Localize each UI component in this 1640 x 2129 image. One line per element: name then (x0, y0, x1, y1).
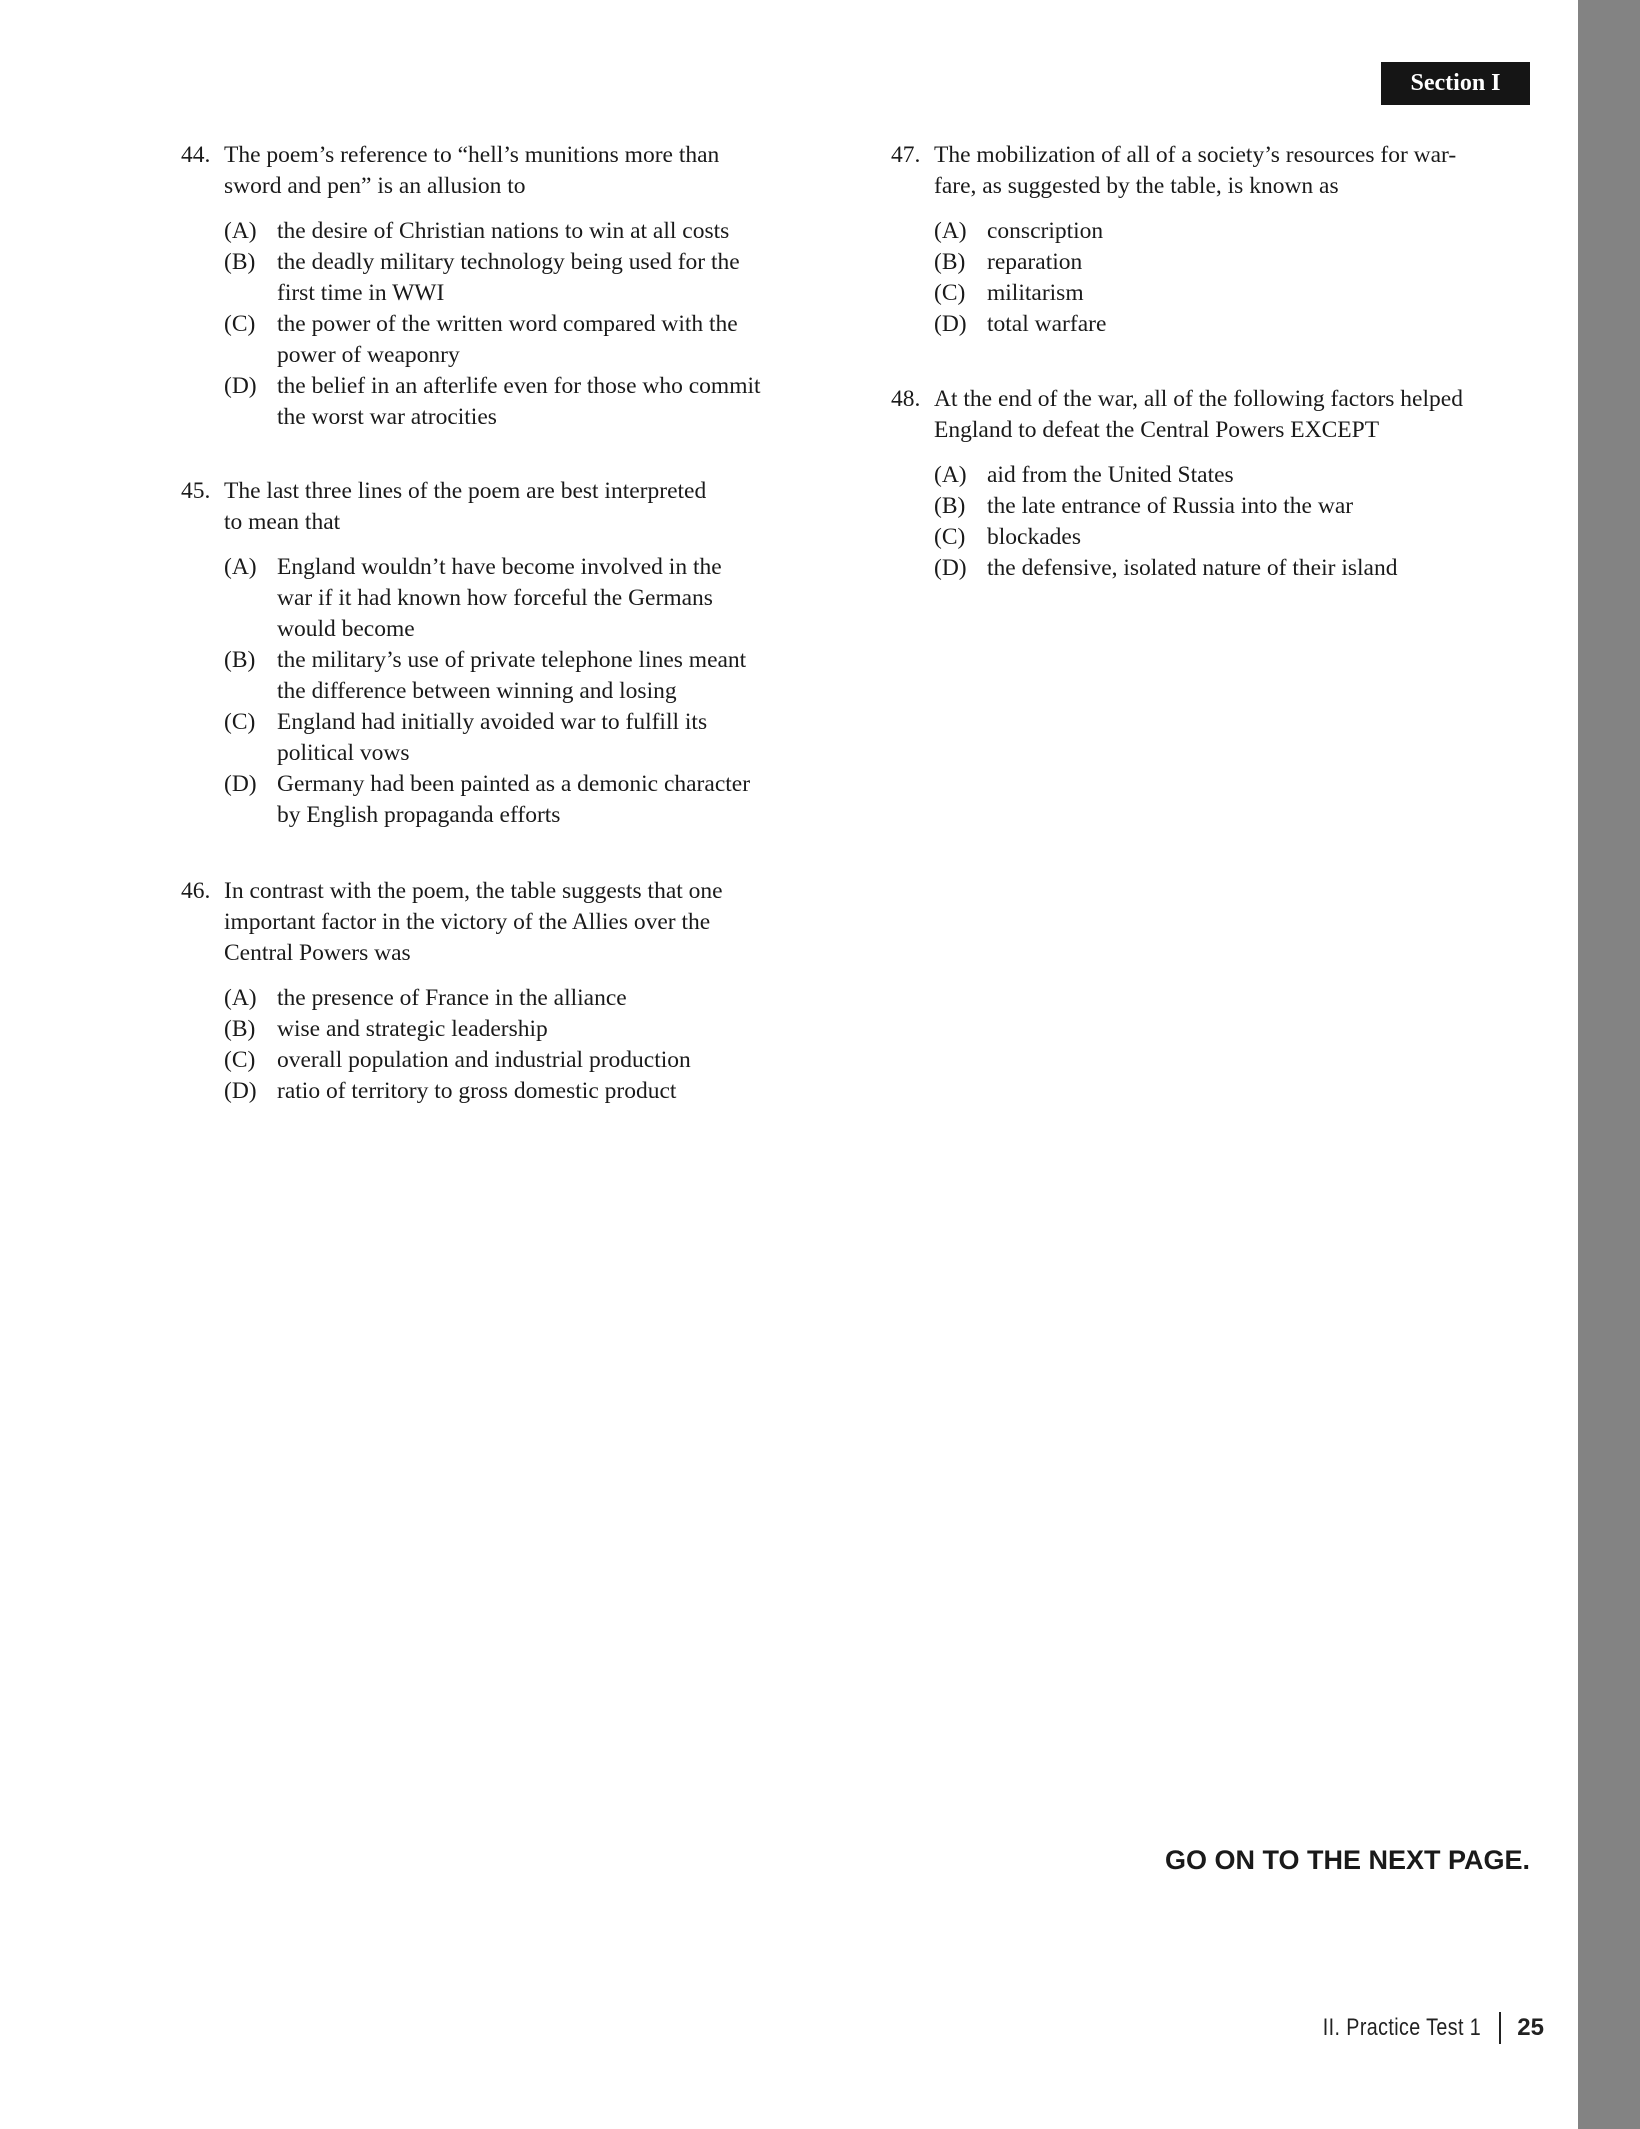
option-text: first time in WWI (277, 280, 445, 306)
option-text: ratio of territory to gross domestic product (277, 1078, 677, 1104)
option-letter: (A) (224, 554, 257, 580)
question-stem (891, 384, 1463, 446)
question-stem (891, 140, 1456, 202)
answer-option (224, 707, 750, 769)
option-text: wise and strategic leadership (277, 1016, 548, 1042)
option-letter: (C) (224, 709, 256, 735)
question (891, 140, 1456, 340)
stem-line: sword and pen” is an allusion to (224, 173, 526, 199)
stem-line: fare, as suggested by the table, is known as (934, 173, 1339, 199)
footer-divider (1499, 2012, 1501, 2044)
answer-option (934, 278, 1456, 309)
answer-option (224, 216, 761, 247)
option-letter: (D) (934, 555, 967, 581)
page-footer (1288, 2012, 1544, 2044)
answer-option (934, 460, 1463, 491)
answer-option (934, 247, 1456, 278)
go-on-next-page: GO ON TO THE NEXT PAGE. (1164, 1845, 1530, 1875)
page-edge-tab (1578, 0, 1640, 2129)
answer-option (224, 1076, 723, 1107)
stem-line: The poem’s reference to “hell’s munitions more than (224, 142, 720, 168)
stem-line: England to defeat the Central Powers EXCEPT (934, 417, 1380, 443)
option-text: the deadly military technology being used for the (277, 249, 740, 275)
question-number: 45. (181, 478, 211, 504)
option-letter: (D) (224, 771, 257, 797)
answer-option (224, 645, 750, 707)
answer-option (224, 1014, 723, 1045)
answer-option (224, 247, 761, 309)
option-letter: (B) (224, 249, 256, 275)
answer-option (224, 769, 750, 831)
answer-option (224, 309, 761, 371)
question (181, 476, 750, 831)
option-letter: (C) (224, 1047, 256, 1073)
question-stem (181, 476, 750, 538)
question (891, 384, 1463, 584)
option-text: conscription (987, 218, 1104, 244)
stem-line: In contrast with the poem, the table suggests that one (224, 878, 723, 904)
option-letter: (C) (934, 280, 966, 306)
option-text: by English propaganda efforts (277, 802, 561, 828)
answer-option (224, 983, 723, 1014)
option-letter: (D) (934, 311, 967, 337)
option-letter: (B) (934, 249, 966, 275)
option-text: the military’s use of private telephone lines meant (277, 647, 747, 673)
option-text: overall population and industrial production (277, 1047, 691, 1073)
option-text: the power of the written word compared with the (277, 311, 738, 337)
answer-options (181, 983, 723, 1107)
option-letter: (C) (934, 524, 966, 550)
option-text: the late entrance of Russia into the war (987, 493, 1354, 519)
chapter-label: II. Practice Test 1 (1322, 2014, 1482, 2041)
question-stem (181, 140, 761, 202)
option-letter: (A) (224, 218, 257, 244)
option-letter: (A) (224, 985, 257, 1011)
stem-line: The last three lines of the poem are best interpreted (224, 478, 707, 504)
answer-option (934, 522, 1463, 553)
answer-options (891, 460, 1463, 584)
question (181, 876, 723, 1107)
option-text: total warfare (987, 311, 1107, 337)
stem-line: to mean that (224, 509, 341, 535)
answer-option (934, 553, 1463, 584)
option-text: the presence of France in the alliance (277, 985, 627, 1011)
option-letter: (D) (224, 1078, 257, 1104)
answer-option (934, 491, 1463, 522)
question-number: 44. (181, 142, 211, 168)
option-text: the defensive, isolated nature of their island (987, 555, 1398, 581)
option-letter: (A) (934, 218, 967, 244)
option-text: the difference between winning and losing (277, 678, 677, 704)
option-text: England wouldn’t have become involved in the (277, 554, 722, 580)
question-stem (181, 876, 723, 969)
option-text: the desire of Christian nations to win at all costs (277, 218, 730, 244)
option-text: reparation (987, 249, 1083, 275)
stem-line: At the end of the war, all of the following factors helped (934, 386, 1463, 412)
option-text: the belief in an afterlife even for those who commit (277, 373, 761, 399)
question-number: 46. (181, 878, 211, 904)
answer-option (224, 1045, 723, 1076)
option-letter: (C) (224, 311, 256, 337)
answer-options (181, 216, 761, 433)
section-badge: Section I (1381, 62, 1530, 105)
stem-line: Central Powers was (224, 940, 411, 966)
option-letter: (D) (224, 373, 257, 399)
option-text: political vows (277, 740, 410, 766)
option-text: war if it had known how forceful the Germans (277, 585, 713, 611)
option-letter: (B) (224, 647, 256, 673)
stem-line: important factor in the victory of the Allies over the (224, 909, 711, 935)
answer-option (934, 216, 1456, 247)
page-number: 25 (1517, 2014, 1544, 2041)
question-number: 47. (891, 142, 921, 168)
answer-options (891, 216, 1456, 340)
stem-line: The mobilization of all of a society’s resources for war- (934, 142, 1457, 168)
answer-option (224, 552, 750, 645)
question (181, 140, 761, 433)
option-text: the worst war atrocities (277, 404, 497, 430)
option-letter: (A) (934, 462, 967, 488)
option-text: England had initially avoided war to fulfill its (277, 709, 708, 735)
answer-option (934, 309, 1456, 340)
answer-option (224, 371, 761, 433)
option-text: Germany had been painted as a demonic character (277, 771, 751, 797)
option-letter: (B) (934, 493, 966, 519)
question-number: 48. (891, 386, 921, 412)
option-text: blockades (987, 524, 1081, 550)
option-letter: (B) (224, 1016, 256, 1042)
answer-options (181, 552, 750, 831)
option-text: would become (277, 616, 415, 642)
option-text: power of weaponry (277, 342, 460, 368)
option-text: aid from the United States (987, 462, 1234, 488)
option-text: militarism (987, 280, 1084, 306)
